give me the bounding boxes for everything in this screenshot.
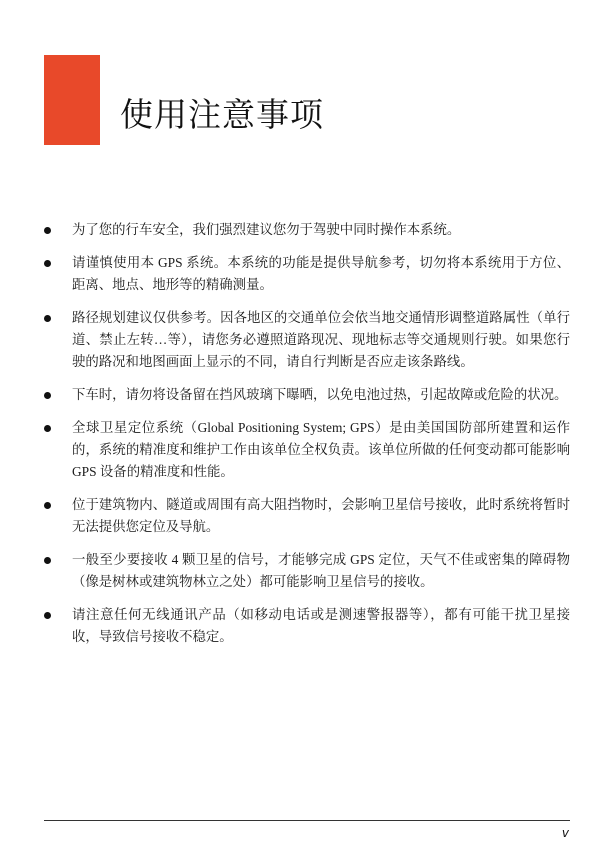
note-text: 请注意任何无线通讯产品（如移动电话或是测速警报器等），都有可能干扰卫星接收，导致信号接收不稳定。 xyxy=(72,607,570,644)
bullet-icon xyxy=(44,425,51,432)
bullet-icon xyxy=(44,227,51,234)
footer-divider xyxy=(44,820,570,821)
note-text: 全球卫星定位系统（Global Positioning System; GPS）是由美国国防部所建置和运作的，系统的精准度和维护工作由该单位全权负责。该单位所做的任何变动都可能影响 GPS 设备的精准度和性能。 xyxy=(72,420,570,479)
bullet-icon xyxy=(44,260,51,267)
bullet-icon xyxy=(44,612,51,619)
note-text: 下车时，请勿将设备留在挡风玻璃下曝晒，以免电池过热，引起故障或危险的状况。 xyxy=(72,387,568,402)
note-item xyxy=(44,604,570,648)
note-item xyxy=(44,549,570,593)
bullet-icon xyxy=(44,557,51,564)
page-number: v xyxy=(561,826,569,840)
bullet-icon xyxy=(44,315,51,322)
bullet-icon xyxy=(44,392,51,399)
note-item xyxy=(44,494,570,538)
title-accent-block xyxy=(44,55,100,145)
note-item xyxy=(44,307,570,373)
note-text: 一般至少要接收 4 颗卫星的信号，才能够完成 GPS 定位，天气不佳或密集的障碍物（像是树林或建筑物林立之处）都可能影响卫星信号的接收。 xyxy=(72,552,570,589)
page-title: 使用注意事项 xyxy=(120,95,324,134)
note-text: 路径规划建议仅供参考。因各地区的交通单位会依当地交通情形调整道路属性（单行道、禁止左转…等），请您务必遵照道路现况、现地标志等交通规则行驶。如果您行驶的路况和地图画面上显示的不同，请自行判断是否应走该条路线。 xyxy=(72,310,570,369)
note-item xyxy=(44,252,570,296)
note-text: 为了您的行车安全，我们强烈建议您勿于驾驶中同时操作本系统。 xyxy=(72,222,461,237)
note-item xyxy=(44,219,570,241)
notes-list xyxy=(44,219,570,659)
note-item xyxy=(44,417,570,483)
bullet-icon xyxy=(44,502,51,509)
note-text: 请谨慎使用本 GPS 系统。本系统的功能是提供导航参考，切勿将本系统用于方位、距离、地点、地形等的精确测量。 xyxy=(72,255,570,292)
note-text: 位于建筑物内、隧道或周围有高大阻挡物时，会影响卫星信号接收，此时系统将暂时无法提供您定位及导航。 xyxy=(72,497,570,534)
note-item xyxy=(44,384,570,406)
